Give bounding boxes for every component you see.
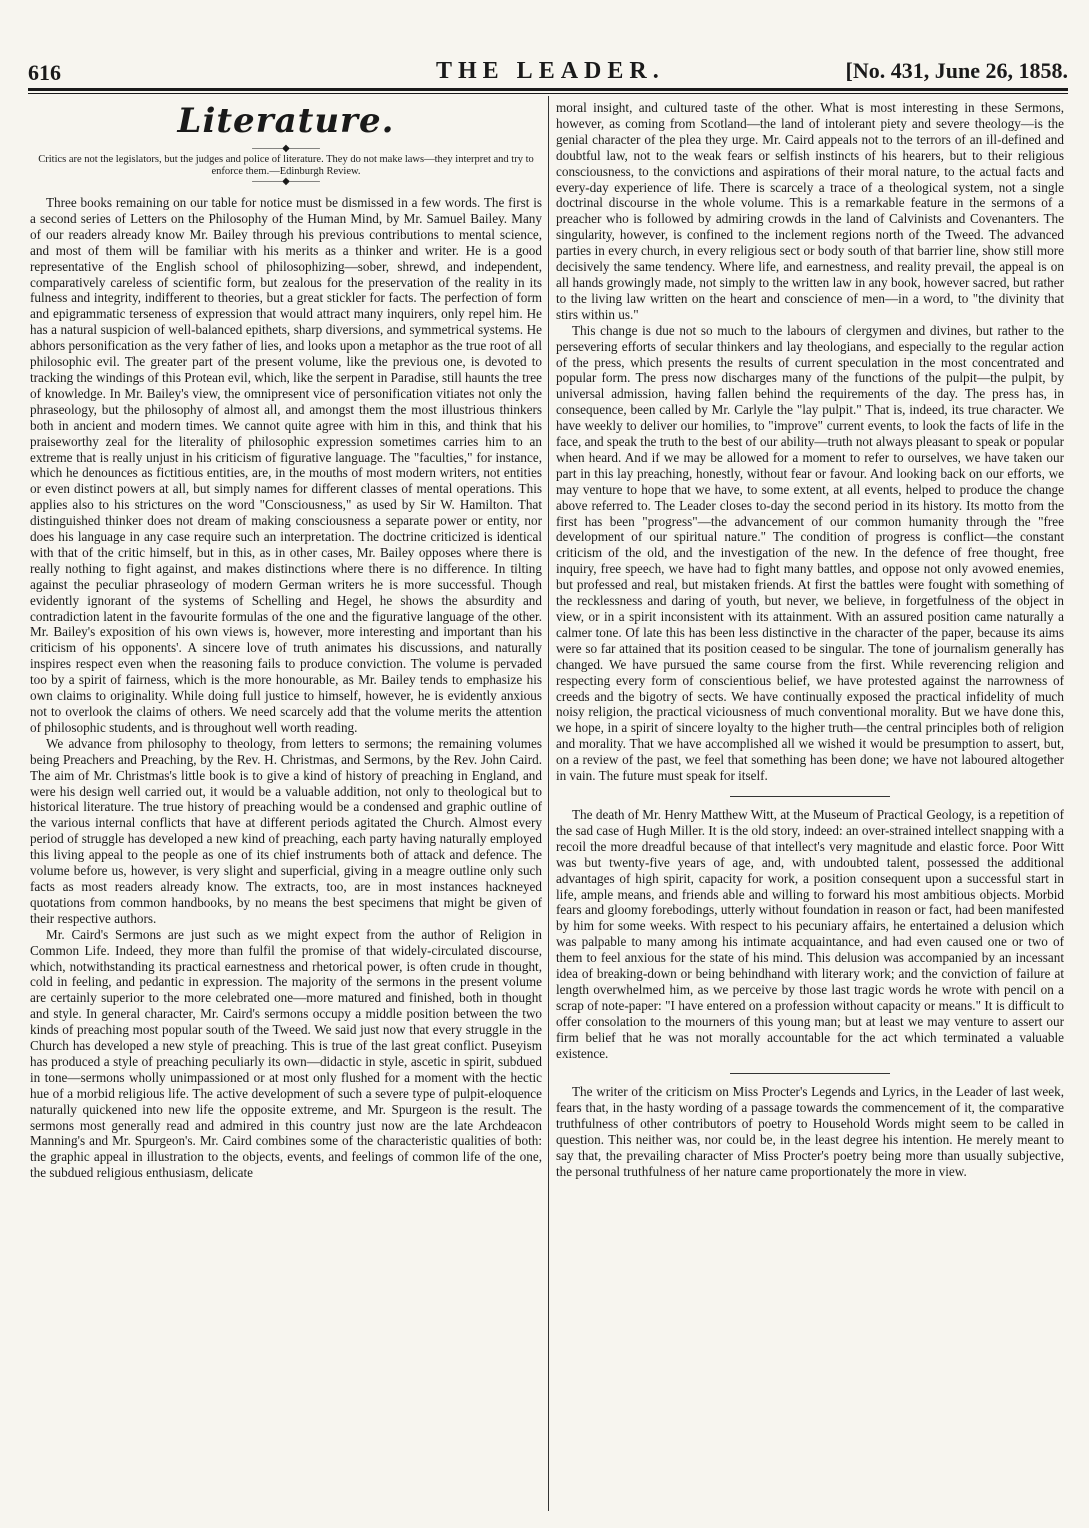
- article-paragraph: We advance from philosophy to theology, from letters to sermons; the remaining volumes being Preachers and Preaching, by the Rev. H. Christmas, and Sermons, by the Rev. John Caird. The aim of Mr. Christmas's little book is to give a kind of history of preaching in England, and were his design well carried out, it would be a valuable addition, not only to theological but to historical literature. The true history of preaching would be a condensed and graphic outline of the various internal conflicts that have at different periods agitated the Church. Almost every period of struggle has developed a new kind of preaching, each party having naturally employed this living appeal to the people as one of its chief instruments both of attack and defence. The volume before us, however, is very slight and superficial, giving in a meagre outline only such facts as most readers already know. The extracts, too, are in most instances hackneyed quotations from common handbooks, by no means the best specimens that might be given of their respective authors.: [30, 735, 542, 926]
- page-number: 616: [28, 60, 61, 85]
- page-header: [28, 56, 1068, 90]
- article-paragraph: Three books remaining on our table for notice must be dismissed in a few words. The first is a second series of Letters on the Philosophy of the Human Mind, by Mr. Samuel Bailey. Many of our readers already know Mr. Bailey through his previous contributions to mental science, and most of them will be familiar with his merits as a thinker and writer. He is a good representative of the English school of philosophizing—sober, shrewd, and independent, comparatively careless of scientific form, but zealous for the preservation of the reality in its fulness and integrity, indifferent to theories, but a great stickler for facts. The perfection of form and epigrammatic terseness of expression that would attract many inquirers, only repel him. He has a natural suspicion of well-balanced epithets, sharp diversions, and symmetrical systems. He abhors personification as the very father of lies, and looks upon a metaphor as the true root of all philosophic evil. The greater part of the present volume, like the previous one, is devoted to tracking the windings of this Protean evil, which, like the serpent in Paradise, still haunts the tree of knowledge. In Mr. Bailey's view, the omnipresent vice of personification vitiates not only the phraseology, but the philosophy of almost all, and amongst them the most illustrious thinkers both in ancient and modern times. We cannot quite agree with him in this, and think that his praiseworthy zeal for the literality of philosophic expression sometimes carries him to an extreme that is really unjust in his criticism of figurative language. The "faculties," for instance, which he denounces as fictitious entities, are, in the mouths of most modern writers, not entities or even distinct powers at all, but simply names for different classes of mental operations. This applies also to his strictures on the word "Consciousness," as used by Sir W. Hamilton. That distinguished thinker does not dream of making consciousness a separate power or entity, nor does his language in any case require such an interpretation. The doctrine criticized is identical with that of the critic himself, but in this, as in other cases, Mr. Bailey opposes where there is really nothing to fight against, and makes distinctions where there is no difference. In tilting against the peculiar phraseology of modern German writers he is more successful. Though evidently ignorant of the systems of Schelling and Hegel, he shows the absurdity and contradiction latent in the favourite formulas of the one and the figurative language of the other. Mr. Bailey's exposition of his own views is, however, more interesting and important than his criticism of his opponents'. A sincere love of truth animates his discussions, and naturally inspires respect even when the reasoning fails to produce conviction. The volume is pervaded too by a spirit of fairness, which is the more honourable, as Mr. Bailey tends to emphasize his own claims to originality. While doing full justice to himself, however, he is evidently anxious not to overlook the claims of others. We need scarcely add that the volume merits the attention of philosophic students, and is throughout well worth reading.: [30, 195, 542, 735]
- header-rule: [28, 88, 1068, 91]
- article-paragraph: The death of Mr. Henry Matthew Witt, at the Museum of Practical Geology, is a repetition of the sad case of Hugh Miller. It is the old story, indeed: an over-strained intellect snapping with a recoil the more dreadful because of that intellect's very magnitude and elastic force. Poor Witt was but twenty-five years of age, and, with undoubted talent, possessed the additional advantages of high spirit, capacity for work, a position consequent upon a successful start in life, ample means, and friends able and willing to forward his most ambitious objects. Morbid fears and gloomy forebodings, utterly without foundation in reason or fact, had been manifested by him for some weeks. With respect to his pecuniary affairs, he entertained a delusion which was palpable to many among his intimate acquaintance, and had even caused one or two of them to feel anxious for the state of his mind. This delusion was accompanied by an incessant idea of breaking-down or being behindhand with literary work; and the conviction of failure at length overwhelmed him, as we perceive by those last tragic words he wrote with pencil on a scrap of note-paper: "I have entered on a profession without capacity or means." It is difficult to offer consolation to the mourners of this young man; but at least we may venture to assert our firm belief that he was not morally accountable for the act which terminated a valuable existence.: [556, 806, 1064, 1061]
- section-divider: [730, 796, 890, 797]
- ornament-divider: ―――◆―――: [252, 143, 320, 154]
- section-title: Literature.: [177, 101, 395, 141]
- newspaper-title: THE LEADER.: [436, 58, 665, 84]
- article-paragraph: This change is due not so much to the labours of clergymen and divines, but rather to the persevering efforts of secular thinkers and lay theologians, and especially to the regular action of the press, which presents the results of current speculation in the most concentrated and popular form. The press now discharges many of the functions of the pulpit—the pulpit, by universal admission, having fallen behind the requirements of the day. The press has, in consequence, been called by Mr. Carlyle the "lay pulpit." That is, indeed, its true character. We have weekly to deliver our homilies, to "improve" current events, to look the facts of life in the face, and speak the truth to the best of our ability—truth not always pleasant to speak or popular when heard. And if we may be allowed for a moment to refer to ourselves, we have taken our part in this lay preaching, honestly, without fear or favour. And looking back on our efforts, we may venture to hope that we have, to some extent, at all events, helped to produce the change above referred to. The Leader closes to-day the second period in its history. Its motto from the first has been "progress"—the advancement of our common humanity through the "free development of our spiritual nature." The condition of progress is conflict—the constant criticism of the old, and the investigation of the new. In the defence of free thought, free inquiry, free speech, we have had to fight many battles, and oppose not only avowed enemies, but professed and real, but mistaken friends. At first the battles were fought with something of the recklessness and daring of youth, but never, we believe, in forgetfulness of the object in view, or in a spirit inconsistent with its attainment. With an assured position came naturally a calmer tone. Of late this has been less distinctive in the character of the paper, because its aims were so far attained that its position ceased to be singular. The tone of journalism generally has changed. We have pursued the same course from the first. While reverencing religion and respecting every form of conscientious belief, we have protested against the narrowness of creeds and the bigotry of sects. We have continually exposed the practical infidelity of much noisy religion, the practical viciousness of much conventional morality. But we have done this, we hope, in a spirit of sincere loyalty to the higher truth—the central principles both of religion and morality. That we have accomplished all we wished it would be presumption to assert, but, on a review of the past, we feel that something has been done; we have not laboured altogether in vain. The future must speak for itself.: [556, 322, 1064, 784]
- right-column: [556, 100, 1064, 1180]
- article-paragraph: The writer of the criticism on Miss Procter's Legends and Lyrics, in the Leader of last week, fears that, in the hasty wording of a passage towards the commencement of it, the comparative truthfulness of other contributors of poetry to Household Words might seem to be called in question. This neither was, nor could be, in the least degree his intention. He merely meant to say that, the prevailing character of Miss Procter's poetry being more than usually subjective, the personal truthfulness of her nature came proportionately the more in view.: [556, 1084, 1064, 1179]
- column-separator: [548, 96, 549, 1511]
- left-column: [30, 100, 542, 1181]
- article-paragraph: moral insight, and cultured taste of the other. What is most interesting in these Sermons, however, as coming from Scotland—the land of intolerant piety and severe theology—is the genial character of the plea they urge. Mr. Caird appeals not to the terrors of an ill-defined and doubtful law, not to the weak fears or selfish instincts of his hearers, but to their religious consciousness, to the convictions and aspirations of their moral nature, to the actual facts and every-day experience of life. There is scarcely a trace of a theological system, not a single doctrinal discourse in the whole volume. This is a remarkable feature in the sermons of a preacher who is followed by admiring crowds in the land of Calvinists and Covenanters. The singularity, however, is confined to the inclement regions north of the Tweed. The advanced parties in every church, in every religious sect or body south of that barrier line, show still more decisively the same tendency. Where life, and earnestness, and reality prevail, the appeal is on all hands growingly made, not simply to the written law in any book, however sacred, but rather to the living law written on the heart and conscience of men—in a word, to "the divinity that stirs within us.": [556, 100, 1064, 322]
- article-paragraph: Mr. Caird's Sermons are just such as we might expect from the author of Religion in Common Life. Indeed, they more than fulfil the promise of that widely-circulated discourse, which, notwithstanding its practical earnestness and rhetorical power, is often crude in thought, cold in feeling, and pedantic in expression. The majority of the sermons in the present volume are certainly superior to the more celebrated one—more matured and finished, both in thought and style. In general character, Mr. Caird's sermons occupy a middle position between the two kinds of preaching most popular south of the Tweed. We said just now that every struggle in the Church has developed a new style of preaching. This is true of the last great conflict. Puseyism has produced a style of preaching peculiarly its own—didactic in style, ascetic in spirit, subdued in tone—sermons wholly unimpassioned or at most only flushed for a moment with the hectic hue of a morbid religious life. The active development of such a severe type of pulpit-eloquence naturally quickened into new life the opposite extreme, and Mr. Spurgeon is the result. The sermons most generally read and admired in this country just now are the late Archdeacon Manning's and Mr. Spurgeon's. Mr. Caird combines some of the characteristic qualities of both: the graphic appeal in illustration to the objects, events, and feelings of common life of the one, the subdued religious enthusiasm, delicate: [30, 926, 542, 1181]
- section-motto: Critics are not the legislators, but the judges and police of literature. They do not make laws—they interpret and try to enforce them.—Edinburgh Review.: [38, 154, 534, 177]
- section-divider: [730, 1073, 890, 1074]
- header-rule-thin: [28, 93, 1068, 94]
- ornament-divider: ―――◆―――: [252, 176, 320, 187]
- issue-info: [No. 431, June 26, 1858.: [845, 58, 1068, 83]
